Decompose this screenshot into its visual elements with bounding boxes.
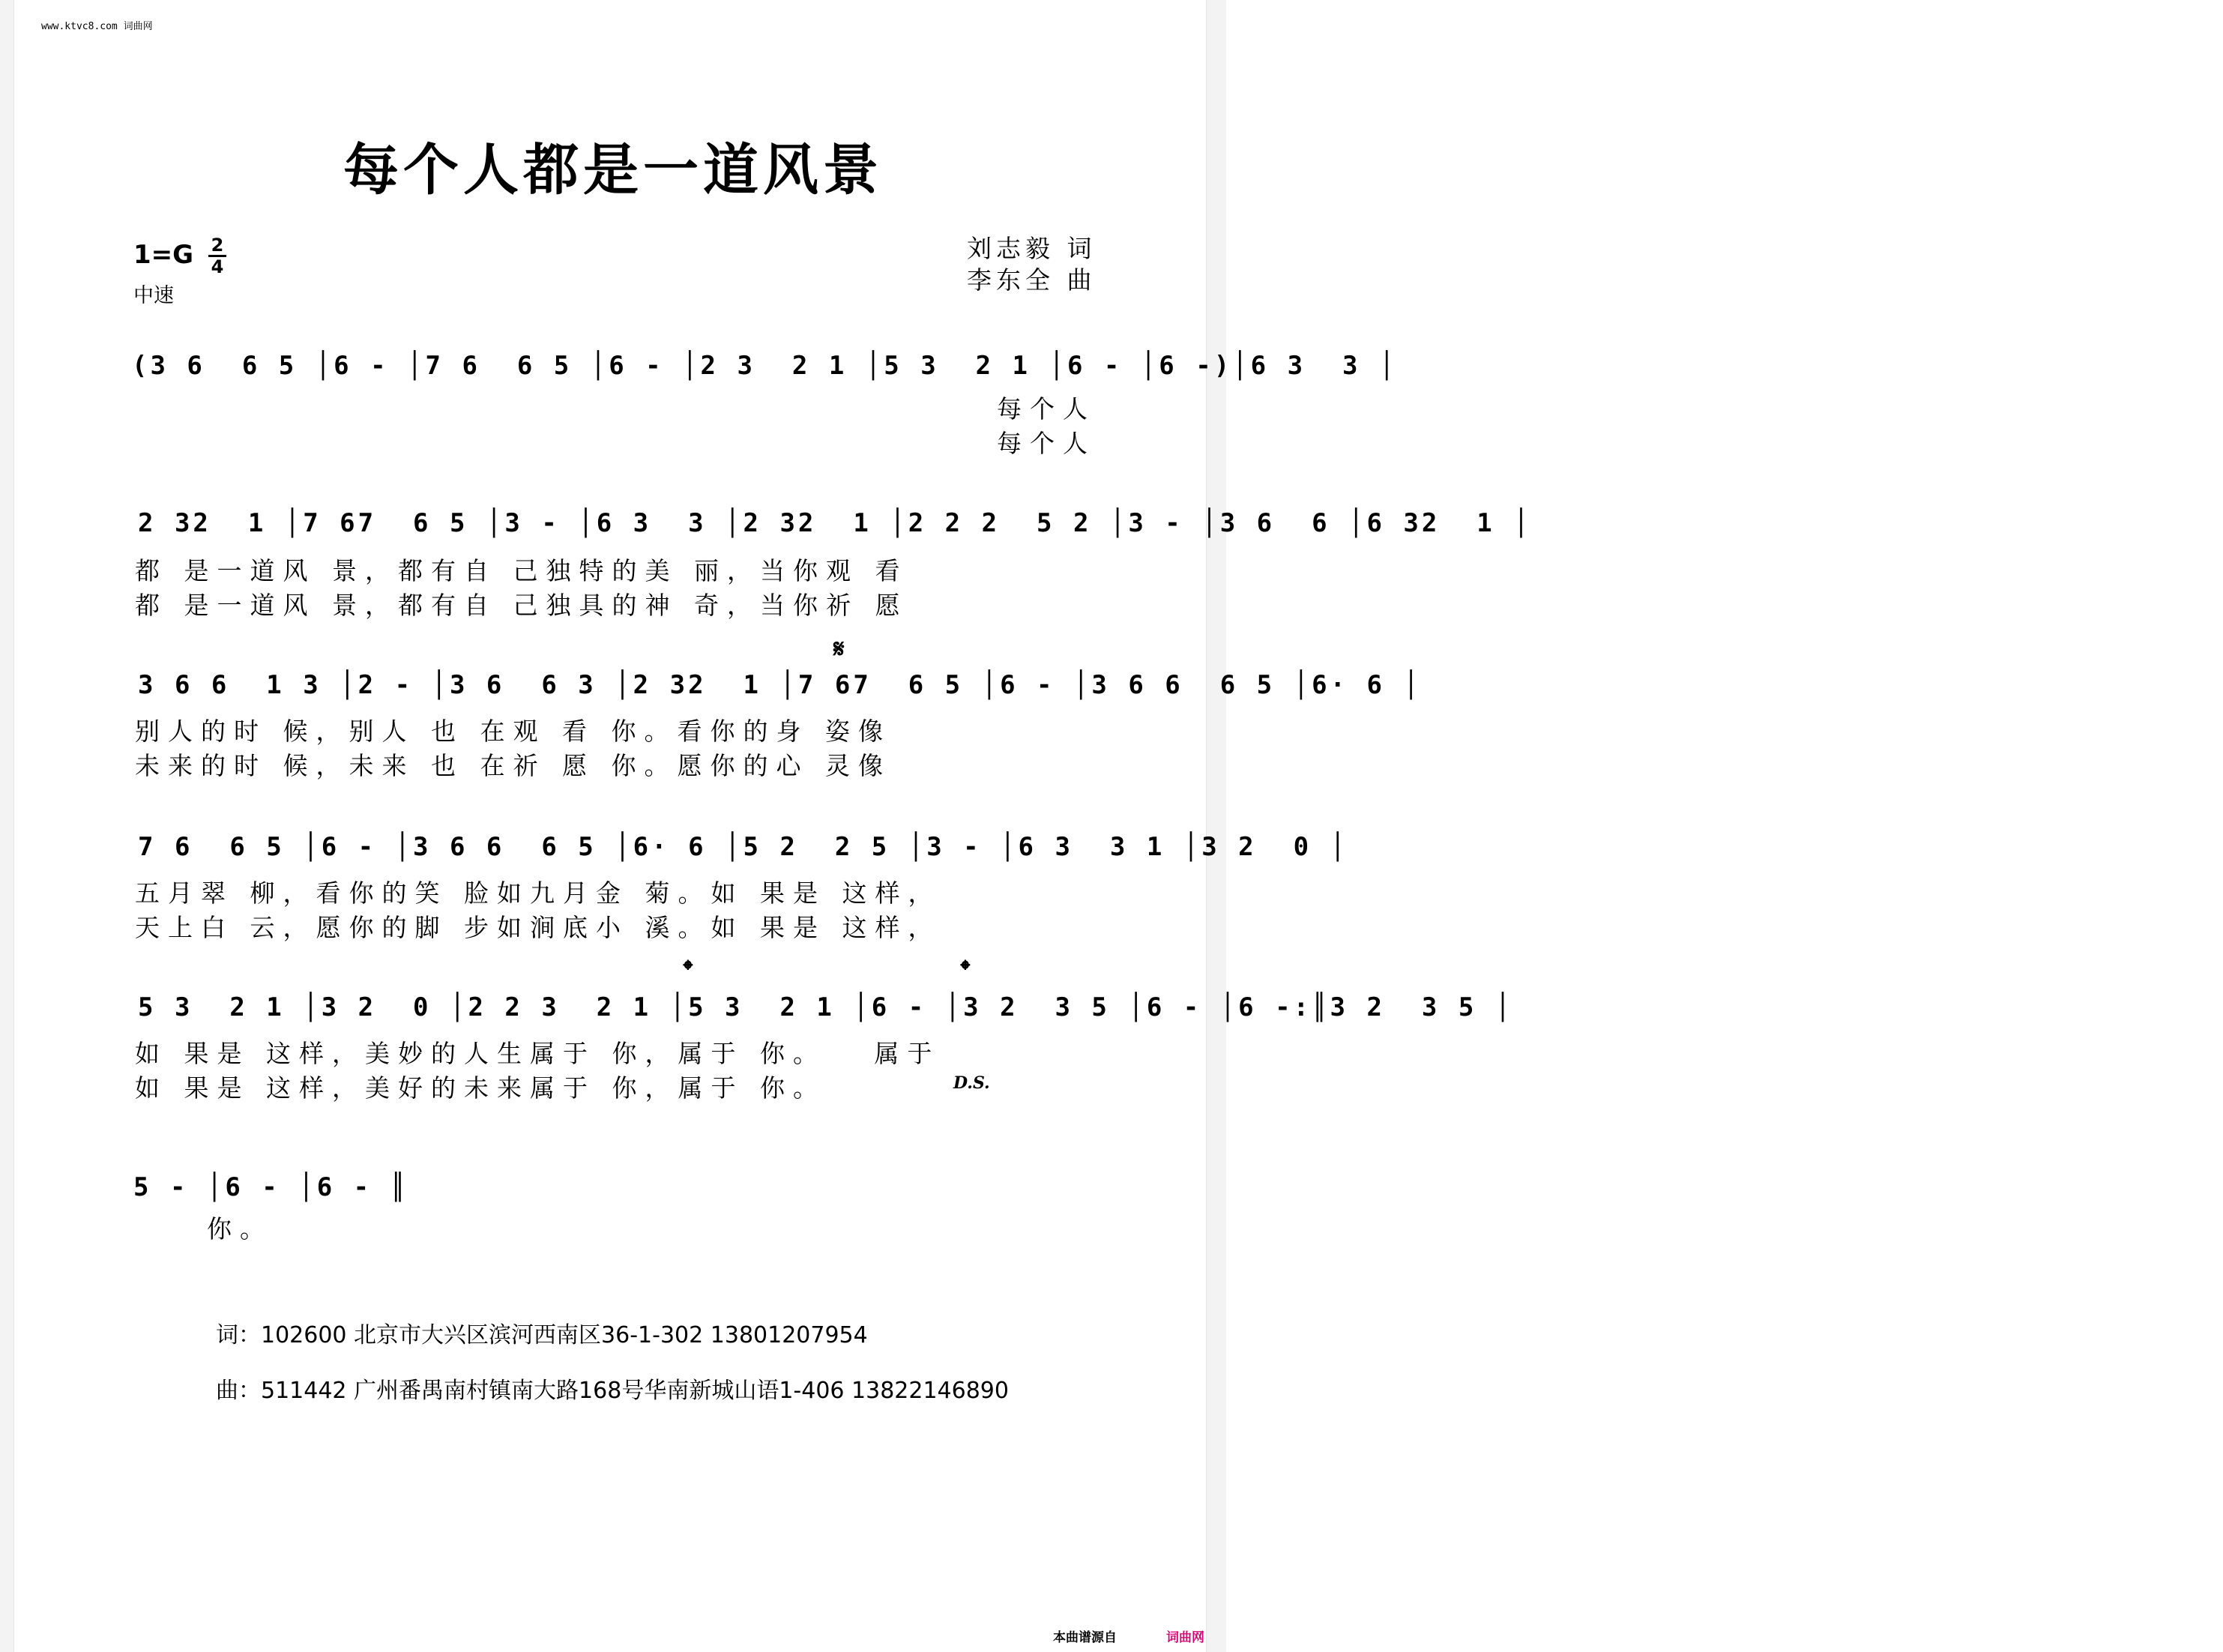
score-row-5-notes: 5 3 2 1 │3 2 0 │2 2 3 2 1 │5 3 2 1 │6 - │3 2 3 5 │6 - │6 -:║3 2 3 5 │ — [138, 992, 1514, 1022]
score-row-3-lyric-verse-1: 别人的时 候，别人 也 在观 看 你。看你的身 姿像 — [135, 717, 891, 746]
score-row-3-notes: 3 6 6 1 3 │2 - │3 6 6 3 │2 32 1 │7 67 6 5 │6 - │3 6 6 6 5 │6· 6 │ — [138, 670, 1422, 700]
left-watermark-strip — [0, 0, 14, 1652]
score-row-6-lyric: 你。 — [207, 1214, 273, 1243]
time-sig-top: 2 — [211, 235, 224, 256]
score-row-4-lyric-verse-2: 天上白 云，愿你的脚 步如涧底小 溪。如 果是 这样， — [135, 913, 941, 942]
score-row-2-notes: 2 32 1 │7 67 6 5 │3 - │6 3 3 │2 32 1 │2 2 2 5 2 │3 - │3 6 6 │6 32 1 │ — [138, 508, 1532, 538]
score-row-1-lyric-verse-1: 每个人 — [997, 394, 1096, 423]
coda-sign-2: 𝄌 — [961, 955, 970, 985]
site-header[interactable]: www.ktvc8.com 词曲网 — [41, 21, 153, 32]
composer-address: 曲：511442 广州番禺南村镇南大路168号华南新城山语1-406 13822146890 — [216, 1378, 1009, 1404]
right-watermark-strip — [1206, 0, 1226, 1652]
dal-segno-marking: D.S. — [953, 1073, 990, 1093]
composer-credit: 李东全 曲 — [967, 265, 1097, 295]
footer-source-label: 本曲谱源自 — [1053, 1630, 1117, 1645]
tempo-marking: 中速 — [133, 284, 174, 307]
score-row-1-notes: (3 6 6 5 │6 - │7 6 6 5 │6 - │2 3 2 1 │5 3 2 1 │6 - │6 -)│6 3 3 │ — [132, 351, 1398, 381]
score-row-2-lyric-verse-1: 都 是一道风 景，都有自 己独特的美 丽，当你观 看 — [135, 556, 908, 585]
segno-sign: 𝄋 — [833, 634, 845, 664]
coda-sign-1: 𝄌 — [684, 955, 693, 985]
time-sig-bottom: 4 — [211, 256, 224, 277]
lyricist-address: 词：102600 北京市大兴区滨河西南区36-1-302 13801207954 — [216, 1322, 868, 1348]
score-row-3-lyric-verse-2: 未来的时 候，未来 也 在祈 愿 你。愿你的心 灵像 — [135, 751, 891, 780]
score-row-2-lyric-verse-2: 都 是一道风 景，都有自 己独具的神 奇，当你祈 愿 — [135, 591, 908, 620]
time-signature — [207, 235, 228, 277]
score-row-4-notes: 7 6 6 5 │6 - │3 6 6 6 5 │6· 6 │5 2 2 5 │3 - │6 3 3 1 │3 2 0 │ — [138, 832, 1349, 862]
score-row-5-lyric-verse-1: 如 果是 这样，美妙的人生属于 你，属于 你。 属于 — [135, 1039, 941, 1068]
score-row-5-lyric-verse-2: 如 果是 这样，美好的未来属于 你，属于 你。 — [135, 1073, 826, 1103]
score-row-6-notes: 5 - │6 - │6 - ║ — [133, 1172, 409, 1202]
key-signature: 1=G — [133, 240, 194, 270]
score-row-4-lyric-verse-1: 五月翠 柳，看你的笑 脸如九月金 菊。如 果是 这样， — [135, 878, 941, 908]
footer-site-link[interactable]: 词曲网 — [1166, 1630, 1204, 1645]
score-row-1-lyric-verse-2: 每个人 — [997, 429, 1096, 458]
lyricist-credit: 刘志毅 词 — [967, 234, 1097, 263]
song-title: 每个人都是一道风景 — [343, 138, 883, 202]
